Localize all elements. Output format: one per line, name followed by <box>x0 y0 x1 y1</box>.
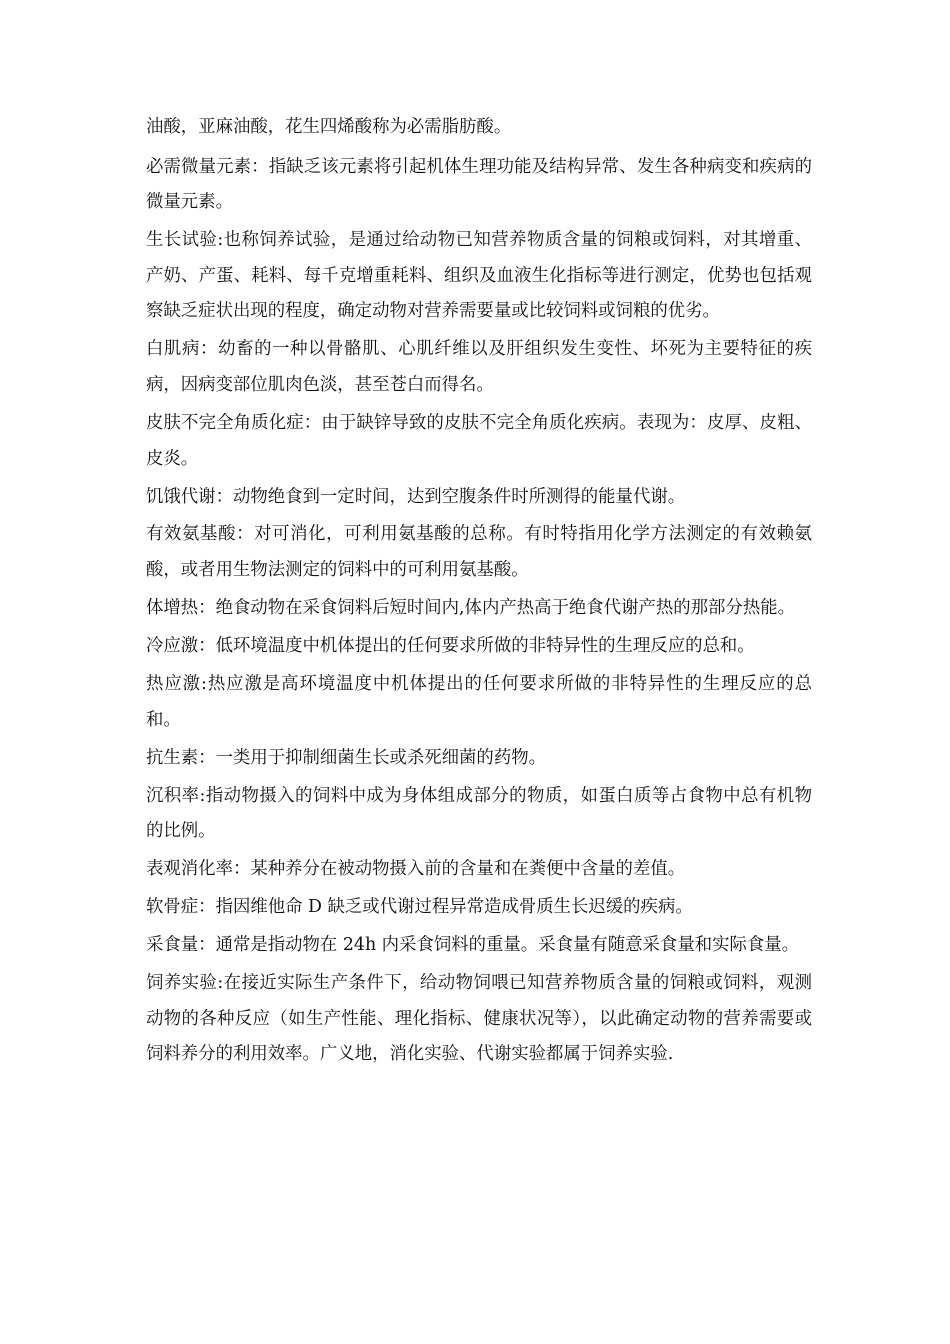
paragraph-available-amino-acids: 有效氨基酸：对可消化，可利用氨基酸的总称。有时特指用化学方法测定的有效赖氨酸，或者用生物法测定的饲料中的可利用氨基酸。 <box>146 524 812 581</box>
paragraph-heat-increment: 体增热：绝食动物在采食饲料后短时间内,体内产热高于绝食代谢产热的那部分热能。 <box>146 598 795 619</box>
paragraph-growth-trial: 生长试验:也称饲养试验，是通过给动物已知营养物质含量的饲粮或饲料，对其增重、产奶、产蛋、耗料、每千克增重耗料、组织及血液生化指标等进行测定，优势也包括观察缺乏症状出现的程度，确定动物对营养需要量或比较饲料或饲粮的优劣。 <box>146 230 812 322</box>
paragraph-essential-trace-elements: 必需微量元素：指缺乏该元素将引起机体生理功能及结构异常、发生各种病变和疾病的微量元素。 <box>146 156 812 213</box>
paragraph-white-muscle-disease: 白肌病：幼畜的一种以骨骼肌、心肌纤维以及肝组织发生变性、坏死为主要特征的疾病，因病变部位肌肉色淡，甚至苍白而得名。 <box>146 339 812 395</box>
document-body <box>146 110 812 1075</box>
paragraph-osteomalacia: 软骨症：指因维他命 D 缺乏或代谢过程异常造成骨质生长迟缓的疾病。 <box>146 897 693 918</box>
paragraph-parakeratosis: 皮肤不完全角质化症：由于缺锌导致的皮肤不完全角质化疾病。表现为：皮厚、皮粗、皮炎。 <box>146 412 812 469</box>
paragraph-feed-intake: 采食量：通常是指动物在 24h 内采食饲料的重量。采食量有随意采食量和实际食量。 <box>146 935 800 956</box>
paragraph-cold-stress: 冷应激：低环境温度中机体提出的任何要求所做的非特异性的生理反应的总和。 <box>146 636 755 657</box>
paragraph-feeding-experiment: 饲养实验:在接近实际生产条件下，给动物饲喂已知营养物质含量的饲粮或饲料，观测动物的各种反应（如生产性能、理化指标、健康状况等），以此确定动物的营养需要或饲料养分的利用效率。广义地，消化实验、代谢实验都属于饲养实验. <box>146 973 812 1065</box>
paragraph-antibiotics: 抗生素：一类用于抑制细菌生长或杀死细菌的药物。 <box>146 747 546 768</box>
paragraph-apparent-digestibility: 表观消化率：某种养分在被动物摄入前的含量和在粪便中含量的差值。 <box>146 859 686 880</box>
paragraph-heat-stress: 热应激:热应激是高环境温度中机体提出的任何要求所做的非特异性的生理反应的总和。 <box>146 674 812 730</box>
paragraph-fatty-acids: 油酸，亚麻油酸，花生四烯酸称为必需脂肪酸。 <box>146 117 512 137</box>
paragraph-fasting-metabolism: 饥饿代谢：动物绝食到一定时间，达到空腹条件时所测得的能量代谢。 <box>146 486 686 507</box>
paragraph-deposition-rate: 沉积率:指动物摄入的饲料中成为身体组成部分的物质，如蛋白质等占食物中总有机物的比例。 <box>146 785 812 842</box>
